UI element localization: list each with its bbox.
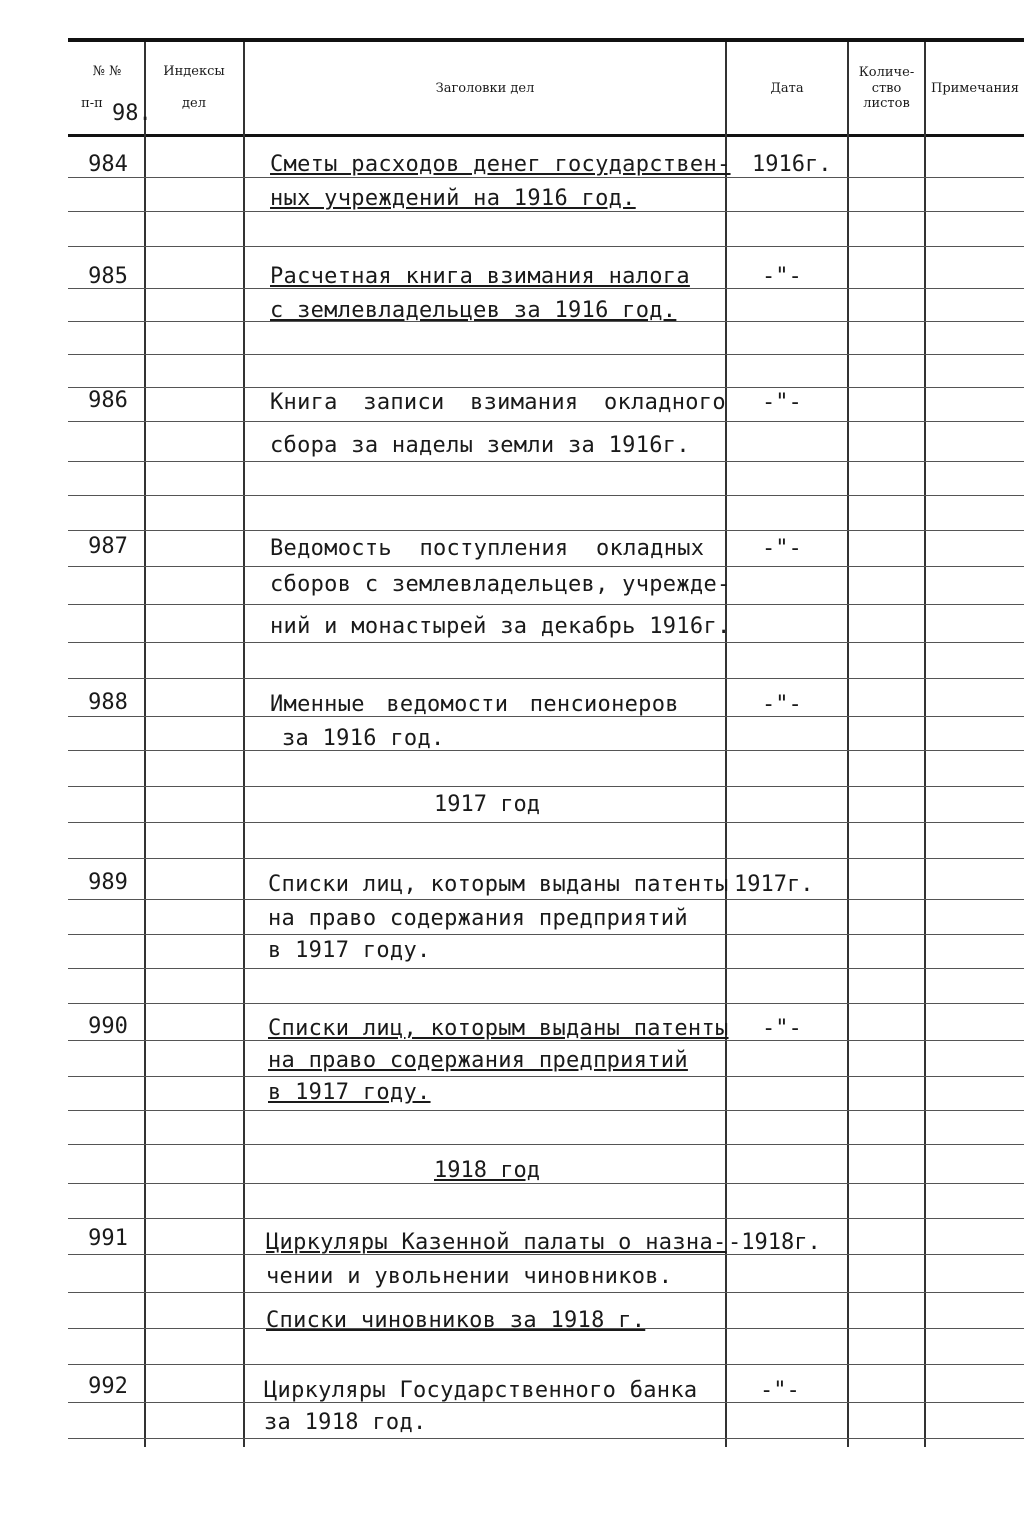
rule: [68, 461, 1024, 462]
rule: [68, 642, 1024, 643]
row-title-line: в 1917 году.: [268, 938, 431, 963]
rule: [68, 858, 1024, 859]
row-title-line: ных учреждений на 1916 год.: [270, 186, 636, 211]
row-number: 991: [88, 1226, 128, 1251]
row-date: 1917г.: [734, 872, 814, 897]
row-date: -"-: [762, 264, 802, 289]
row-date: -"-: [762, 390, 802, 415]
row-date: -"-: [762, 1016, 802, 1041]
row-title-line: Списки лиц, которым выданы патенты: [268, 1016, 729, 1041]
rule: [68, 421, 1024, 422]
section-heading-1917: 1917 год: [434, 792, 540, 817]
row-title-line: на право содержания предприятий: [268, 906, 688, 931]
rule: [68, 1144, 1024, 1145]
rule: [68, 177, 1024, 178]
section-heading-1918: 1918 год: [434, 1158, 540, 1183]
rule: [68, 354, 1024, 355]
rule: [68, 968, 1024, 969]
header-index-top: Индексы: [163, 64, 225, 79]
row-number: 987: [88, 534, 128, 559]
rule: [68, 1076, 1024, 1077]
row-number: 990: [88, 1014, 128, 1039]
rule: [68, 530, 1024, 531]
col-divider-4: [847, 42, 849, 1447]
rule: [68, 1292, 1024, 1293]
header-sheets-2: ство: [871, 81, 902, 96]
row-title-line: за 1916 год.: [282, 726, 445, 751]
row-date: -"-: [762, 692, 802, 717]
rule: [68, 1438, 1024, 1439]
row-number: 984: [88, 152, 128, 177]
row-date: 1916г.: [752, 152, 832, 177]
rule: [68, 495, 1024, 496]
row-title-line: в 1917 году.: [268, 1080, 431, 1105]
top-rule: [68, 38, 1024, 42]
row-number: 992: [88, 1374, 128, 1399]
row-title-line: Расчетная книга взимания налога: [270, 264, 690, 289]
row-title-line: за 1918 год.: [264, 1410, 427, 1435]
rule: [68, 1110, 1024, 1111]
rule: [68, 604, 1024, 605]
rule: [68, 1183, 1024, 1184]
header-num-top: № №: [92, 64, 122, 79]
row-title-line: с землевладельцев за 1916 год.: [270, 298, 677, 323]
rule: [68, 1364, 1024, 1365]
rule: [68, 678, 1024, 679]
header-index-bottom: дел: [182, 96, 206, 111]
col-divider-5: [924, 42, 926, 1447]
rule: [68, 566, 1024, 567]
rule: [68, 822, 1024, 823]
header-bottom-rule: [68, 134, 1024, 137]
header-date: Дата: [770, 81, 804, 96]
row-title-line: сборов с землевладельцев, учрежде-: [270, 572, 731, 597]
rule: [68, 211, 1024, 212]
rule: [68, 750, 1024, 751]
row-number: 985: [88, 264, 128, 289]
row-date: -"-: [762, 536, 802, 561]
row-title-line: Именные ведомости пенсионеров: [270, 692, 679, 717]
rule: [68, 387, 1024, 388]
row-title-line: Ведомость поступления окладных: [270, 536, 705, 561]
rule: [68, 1218, 1024, 1219]
col-divider-2: [243, 42, 245, 1447]
row-number: 988: [88, 690, 128, 715]
row-number: 989: [88, 870, 128, 895]
row-title-line: чении и увольнении чиновников.: [266, 1264, 673, 1289]
page-number: 98.: [112, 101, 152, 126]
row-title-line: Книга записи взимания окладного: [270, 390, 726, 415]
row-title-line: Списки чиновников за 1918 г.: [266, 1308, 646, 1333]
header-sheets-1: Количе-: [858, 65, 915, 80]
rule: [68, 934, 1024, 935]
header-sheets-3: листов: [863, 96, 910, 111]
header-num-bottom: п-п: [81, 96, 103, 111]
row-title-line: Циркуляры Казенной палаты о назна-: [266, 1230, 727, 1255]
rule: [68, 786, 1024, 787]
row-title-line: Циркуляры Государственного банка: [264, 1378, 698, 1403]
row-title-line: на право содержания предприятий: [268, 1048, 688, 1073]
row-date: -1918г.: [728, 1230, 821, 1255]
row-title-line: Сметы расходов денег государствен-: [270, 152, 731, 177]
row-number: 986: [88, 388, 128, 413]
row-title-line: Списки лиц, которым выданы патенты: [268, 872, 729, 897]
row-title-line: сбора за наделы земли за 1916г.: [270, 433, 690, 458]
row-date: -"-: [760, 1378, 800, 1403]
header-title: Заголовки дел: [435, 81, 535, 96]
rule: [68, 1003, 1024, 1004]
row-title-line: ний и монастырей за декабрь 1916г.: [270, 614, 731, 639]
header-notes: Примечания: [930, 81, 1019, 96]
rule: [68, 246, 1024, 247]
rule: [68, 899, 1024, 900]
